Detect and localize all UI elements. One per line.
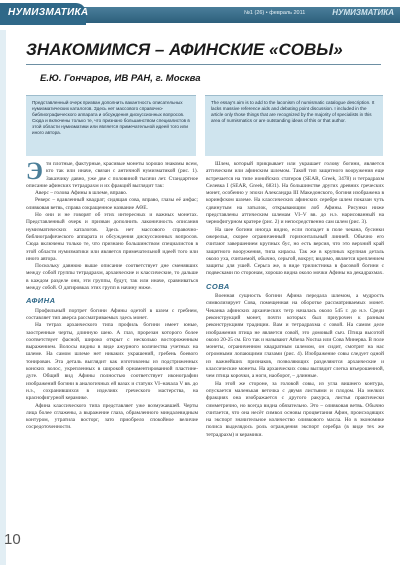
paragraph-text: ти плотные, фактурные, красивые монеты хорошо знакомы всем, кто так или иначе, связан с античной нумизматикой (рис. 1). Заказчику давно, уже две с половиной тысячи лет. Стандартное описание афинских тетрадрахм и их фракций выглядит так: xyxy=(26,161,198,189)
paragraph: Военная сущность богини Афина передала шлемом, а мудрость символизирует Сова, помещенная на оборотке рассматриваемых монет. Чеканка афинских архаических тетр началась около 545 г. до н.э. Среди реконструкций монет, почти которых был приурочен к разным реконструкциям традиции. Вам и тетрадрахма с совой. На самом деле изображения птица не является совой, это домовый сыч. Птица высотой около 20-25 см. Его так и называют Athena Noctua или Сова Минерва. В поле монеты, ограниченном квадратным шлемом, он сидит, смотрит на нас огромными лопающими глазами (рис. 4). Изображение совы следует одной из важнейших признаков, позволяющих разделяются архаические и классические монеты. На архаических совы выглядит слегка взъерошенной, чем птица корочки, а ноги, наоборот, – длинные. xyxy=(206,293,384,380)
section-heading-owl: СОВА xyxy=(206,281,230,291)
paragraph: Но они и не говорят об этих интересных и важных монетах. Представленный очерк и призван дополнить лаконичность описания нумизматических каталогов. Здесь нет массового справочно-библиографического аппарата и обсуждения дискуссионных вопросов. Сюда включены только те, что признано большинством специалистов в этой области нумизматики или является примечательной идеей того или иного автора. xyxy=(26,212,198,262)
drop-cap: Э xyxy=(26,161,43,185)
abstract-en: The essay's aim is to add to the laconism of numismatic catalogue description. It lacks massive reference aids and debating point discussion. I included in the article only those things that are recognized by the majority of specialists in this area of numismatics or are outstanding ideas of this or that author. xyxy=(205,95,383,156)
article-authors: Е.Ю. Гончаров, ИВ РАН, г. Москва xyxy=(40,73,201,84)
magazine-name: НУМИЗМАТИКА xyxy=(8,7,89,18)
paragraph: Поскольку давнюю выше описание соответствует дне сменявших между собой группы тетрадрахм, архаические и классические, то дальше в каждом разделе они, эти группы, будут, так или иначе, сравниваться между собой. О датировках этих групп в начину ниже. xyxy=(26,263,198,292)
section-heading-athena: АФИНА xyxy=(26,296,56,306)
paragraph: На тетрах архаического типа профиль богини имеет юные, заостренные черты, длинную шею. А глаз, прорезан которого более соответствует фасной, широко открыт с несколько востороженным выражением. Волосы видны в виде ажурного количества учетных на шлеме. На самом шлеме нет никаких украшений, гребень боевого тонирован. Эта деталь выглядит как изготовлены из подстриженных конских волос, укрепленных в широкой орнаментированной пластине-дуге. Общий вид Афины полностью соответствует иконографии изображений богини в аналогичных ей вазах и статуях VI–начала V вв. до н.э., сохранившихся в изделиях греческого мастерства, на краснофигурной керамике. xyxy=(26,322,198,402)
paragraph: Профильный портрет богини Афины одетой в шлем с гребнем, составляет тип аверса рассматриваемых здесь монет. xyxy=(26,307,198,321)
paragraph: На этой же стороне, за головой совы, из угла вишнего контура, опускается маленькая веточка с двумя листьями и плодом. На мелких фракциях она изображается с другого ракурса, листья практически симметрично, но всегда видна обязательно. Это – оливковая ветвь. Обычно считается, что она несёт символ основы процветания Афин, происходящих на экспорт значительное количество оливкового масла. Но в экономике полиса выделядось роль ограждения экспорт серебра (в виде тех же тетрадрахм) и керамики. xyxy=(206,380,384,438)
article-title: ЗНАКОМИМСЯ – АФИНСКИЕ «СОВЫ» xyxy=(26,40,343,59)
paragraph: На шее богини иногда видно, если попадет в поле чекана, бусинки ожерелья, скорее ограниченный горизонтальный линией. Обычно его считают завершением крупных бус, но есть версия, что это верхний край защитного вооружения, типа кирасы. Так же в крупных крупная деталь около уха, считаемой, обычно, серьгой, вокруг, видимо, является креплением защиты для ушей. Серьга же, в виде трилистника в фасовой богини с подвесками по сторонам, хорошо видна около мочки Афины на декадрахмах. xyxy=(206,226,384,277)
paragraph: Реверс – вдавленный квадрат; сидящая сова, вправо, глазы её анфас; оливковая ветвь, справа сокращенное название АΘЕ. xyxy=(26,197,198,211)
title-rule xyxy=(26,64,381,65)
first-paragraph xyxy=(26,161,198,190)
magazine-name-right: НУМИЗМАТИКА xyxy=(332,8,394,17)
page-margin-strip xyxy=(0,30,6,565)
abstract-ru: Представленный очерк призван дополнить вакантность описательных нумизматических каталогов. Здесь нет массового справочно-библиографического аппарата и обсуждения дискуссионных вопросов. Сюда и включены только те, что признано большинством специалистов в этой области нумизматики или является примечательной идеей того или иного автора. xyxy=(26,95,196,156)
paragraph: Афина классического типа представляет уже возмужавшей. Черты лица более сглажены, а выражение глаза, обрамленного миндалевидным контуром, утратила восторг, зато приобрело спокойное величие сосредоточенности. xyxy=(26,402,198,431)
running-header xyxy=(0,0,400,30)
page-number: 10 xyxy=(4,531,21,548)
issue-info: №1 (26) • февраль 2011 xyxy=(244,10,306,16)
paragraph: Аверс – голова Афины в шлеме, вправо. xyxy=(35,190,128,197)
paragraph: Шлем, который прикрывает или украшает голову богини, является аттическим или афинским шлемом. Такой тип защитного вооружения еще встречается на типе ионийских статеров (SEAR, Greek, 3478) и тетрадрахм Селевка I (SEAR, Greek, 6831). На большинстве других древних греческих монет, особенно у эпохи Александра III Македонского, богиня изображена в коринфском шлеме. На классических афинских серебре шлем показан чуть сдвинутым на затылок, открывающим лоб Афины. Рисунки ниже представлены аттическим шлемам VI–V вв. до н.э. нарисованный на чернофигурном кратере (рис. 2) и непосредственно сам шлем (рис. 3). xyxy=(206,161,384,226)
right-column xyxy=(206,161,384,551)
left-column xyxy=(26,161,198,546)
